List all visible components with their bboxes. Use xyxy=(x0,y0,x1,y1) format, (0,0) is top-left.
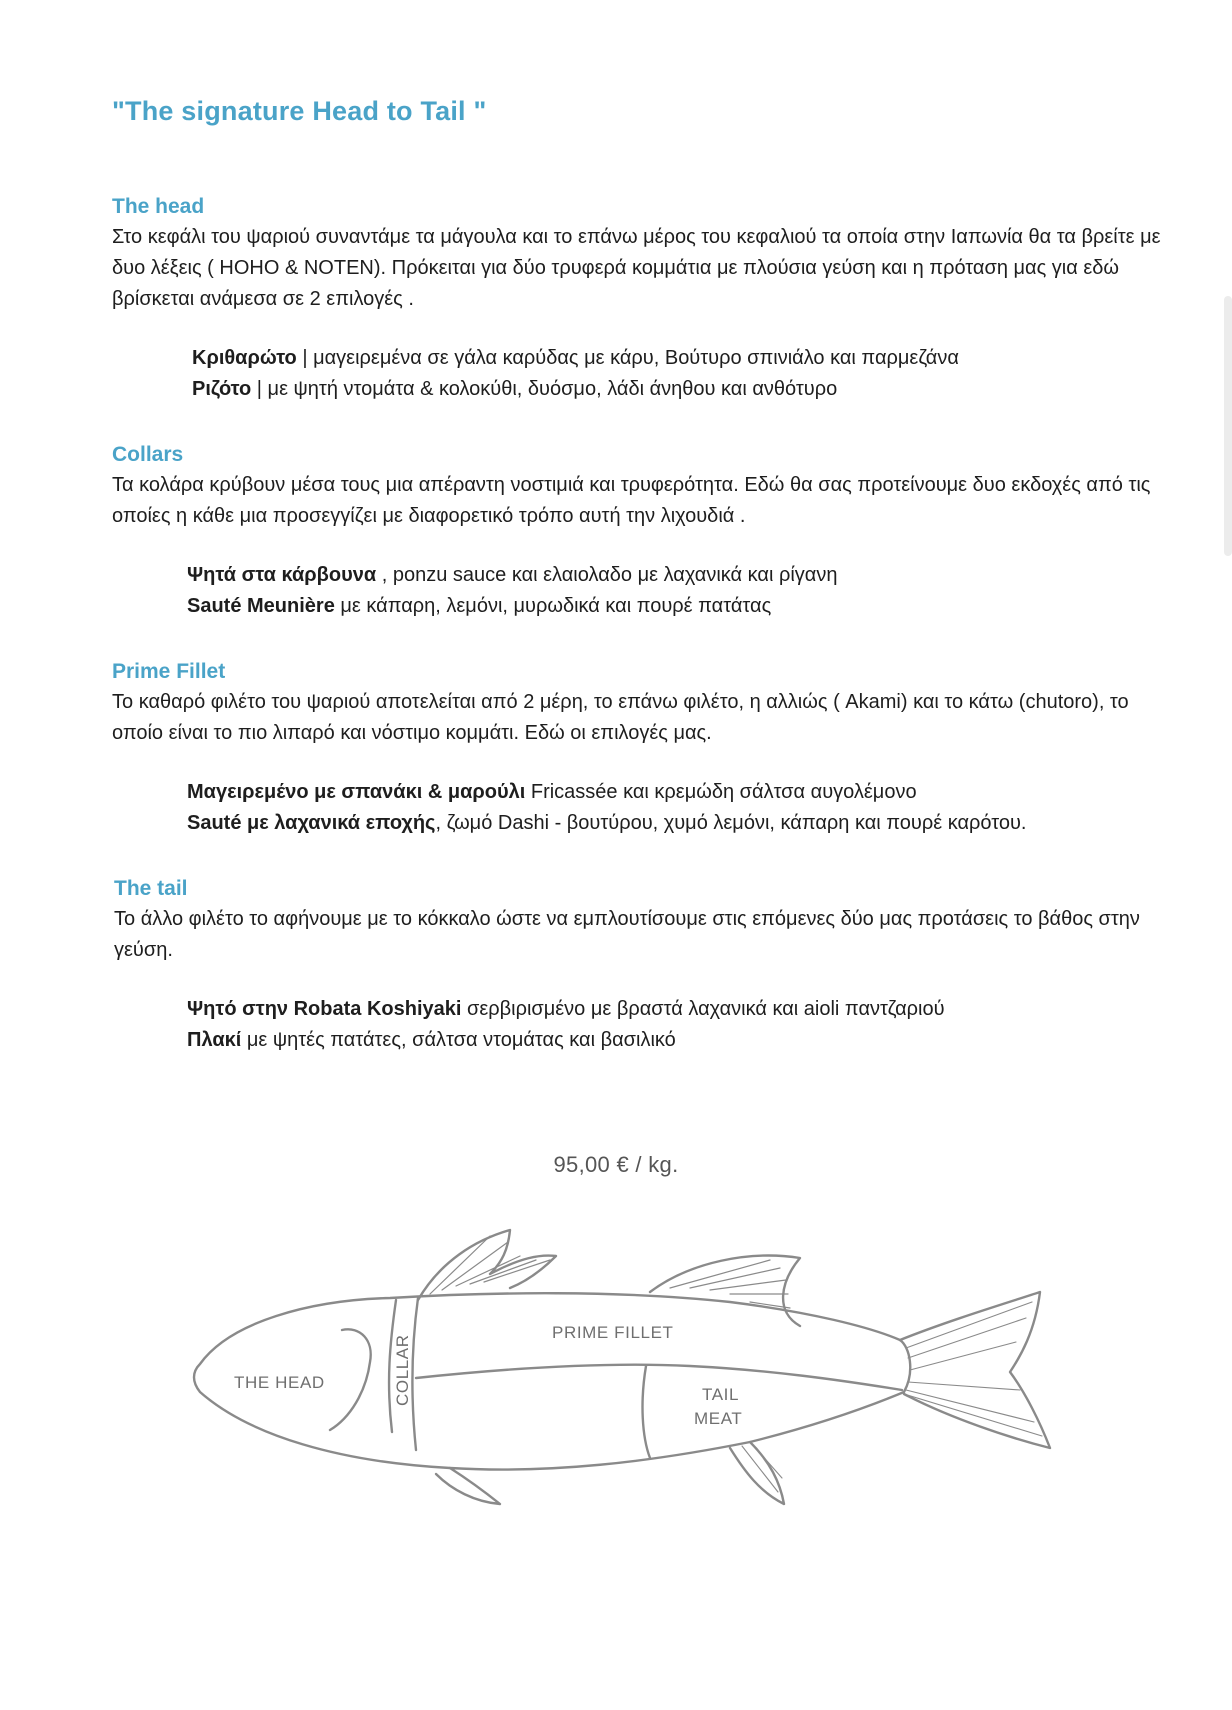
section-the-head xyxy=(112,192,1172,405)
dorsal-fin-rays xyxy=(430,1236,550,1294)
fish-illustration xyxy=(190,1222,1110,1542)
dish-description: σερβιρισμένο με βραστά λαχανικά και aioli παντζαριού xyxy=(461,998,945,1020)
section-collars xyxy=(112,440,1172,622)
dish-name: Πλακί xyxy=(187,1029,242,1051)
section-description: Το καθαρό φιλέτο του ψαριού αποτελείται από 2 μέρη, το επάνω φιλέτο, η αλλιώς ( Akami) και το κάτω (chutoro), το οποίο είναι το πιο λιπαρό και νόστιμο κομμάτι. Εδώ οι επιλογές μας. xyxy=(112,691,1129,744)
fish-cuts-diagram xyxy=(190,1222,1110,1542)
dish-description: με ψητές πατάτες, σάλτσα ντομάτας και βασιλικό xyxy=(241,1029,676,1051)
tail-meat-cut xyxy=(643,1366,650,1458)
collar-cut-right xyxy=(412,1298,418,1450)
dish-item xyxy=(187,777,1172,808)
dish-description: , ponzu sauce και ελαιολαδο με λαχανικά και ρίγανη xyxy=(376,564,838,586)
dish-name: Μαγειρεμένο με σπανάκι & μαρούλι xyxy=(187,781,526,803)
label-collar: COLLAR xyxy=(393,1334,412,1406)
dish-list xyxy=(187,994,1174,1056)
dish-name: Ριζότο xyxy=(192,378,252,400)
label-the-head: THE HEAD xyxy=(234,1373,325,1392)
dish-item xyxy=(192,374,1172,405)
anal-fin-rays xyxy=(742,1444,782,1492)
dish-list xyxy=(187,777,1172,839)
section-the-tail xyxy=(114,874,1174,1056)
label-tail: TAIL xyxy=(702,1385,740,1404)
page-title: "The signature Head to Tail " xyxy=(112,96,487,126)
label-prime-fillet: PRIME FILLET xyxy=(552,1323,674,1342)
dish-name: Κριθαρώτο xyxy=(192,347,297,369)
dish-item xyxy=(187,1025,1174,1056)
section-prime-fillet xyxy=(112,657,1172,839)
vertical-scrollbar[interactable] xyxy=(1224,296,1232,556)
dish-name: Sauté Meunière xyxy=(187,595,335,617)
fillet-split-line xyxy=(416,1365,902,1390)
label-meat: MEAT xyxy=(694,1409,743,1428)
dish-description: με κάπαρη, λεμόνι, μυρωδικά και πουρέ πατάτας xyxy=(334,595,772,617)
dish-item xyxy=(187,560,1172,591)
section-description: Τα κολάρα κρύβουν μέσα τους μια απέραντη νοστιμιά και τρυφερότητα. Εδώ θα σας προτείνουμε δυο εκδοχές από τις οποίες η κάθε μια προσεγγίζει με διαφορετικό τρόπο αυτή την λιχουδιά . xyxy=(112,474,1151,527)
dish-list xyxy=(187,560,1172,622)
price-per-kg: 95,00 € / kg. xyxy=(553,1152,679,1177)
section-heading: The tail xyxy=(114,877,188,900)
dish-description: | με ψητή ντομάτα & κολοκύθι, δυόσμο, λάδι άνηθου και ανθότυρο xyxy=(251,378,838,400)
anal-fin xyxy=(730,1442,784,1504)
section-heading: Collars xyxy=(112,443,184,466)
dish-name: Ψητά στα κάρβουνα xyxy=(187,564,377,586)
dish-item xyxy=(187,808,1172,839)
tail-fin-rays xyxy=(904,1302,1042,1436)
dish-item xyxy=(192,343,1172,374)
dish-description: , ζωμό Dashi - βουτύρου, χυμό λεμόνι, κάπαρη και πουρέ καρότου. xyxy=(435,812,1027,834)
dish-list xyxy=(192,343,1172,405)
section-description: Στο κεφάλι του ψαριού συναντάμε τα μάγουλα και το επάνω μέρος του κεφαλιού τα οποία στην Ιαπωνία θα τα βρείτε με δυο λέξεις ( HOHO & NOTEN). Πρόκειται για δύο τρυφερά κομμάτια με πλούσια γεύση και η πρόταση μας για εδώ βρίσκεται ανάμεσα σε 2 επιλογές . xyxy=(112,226,1161,310)
dish-description: Fricassée και κρεμώδη σάλτσα αυγολέμονο xyxy=(525,781,917,803)
dish-item xyxy=(187,591,1172,622)
section-heading: The head xyxy=(112,195,205,218)
section-heading: Prime Fillet xyxy=(112,660,226,683)
head-cut-line xyxy=(330,1329,371,1430)
ventral-fin xyxy=(436,1468,500,1504)
dish-name: Ψητό στην Robata Koshiyaki xyxy=(187,998,462,1020)
dish-name: Sauté με λαχανικά εποχής xyxy=(187,812,436,834)
section-description: Το άλλο φιλέτο το αφήνουμε με το κόκκαλο ώστε να εμπλουτίσουμε στις επόμενες δύο μας προτάσεις το βάθος στην γεύση. xyxy=(114,908,1140,961)
dish-description: | μαγειρεμένα σε γάλα καρύδας με κάρυ, Βούτυρο σπινιάλο και παρμεζάνα xyxy=(296,347,959,369)
dish-item xyxy=(187,994,1174,1025)
tail-fin xyxy=(900,1292,1050,1448)
dorsal-fin-back xyxy=(650,1256,800,1326)
